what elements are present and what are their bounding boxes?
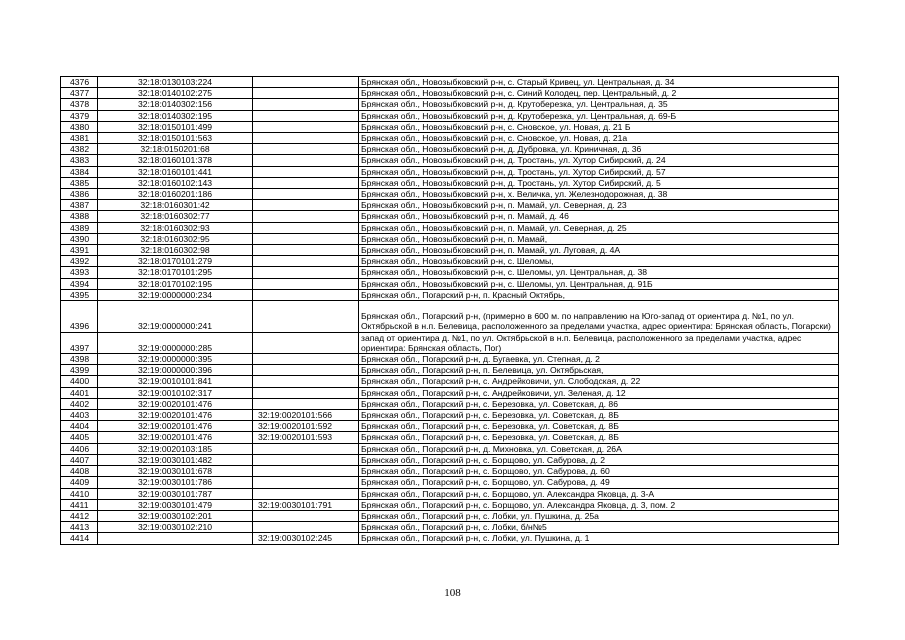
row-number-cell: 4392 bbox=[61, 256, 98, 267]
cadastral-number-cell: 32:19:0000000:234 bbox=[98, 289, 253, 300]
related-cadastral-number-cell: 32:19:0020101:566 bbox=[253, 410, 359, 421]
cadastral-number-cell: 32:19:0000000:285 bbox=[98, 332, 253, 353]
related-cadastral-number-cell bbox=[253, 332, 359, 353]
related-cadastral-number-cell bbox=[253, 177, 359, 188]
table-row bbox=[61, 77, 839, 88]
page-number: 108 bbox=[444, 587, 461, 599]
address-cell: Брянская обл., Новозыбковский р-н, с. Сновское, ул. Новая, д. 21 Б bbox=[359, 121, 839, 132]
related-cadastral-number-cell bbox=[253, 166, 359, 177]
related-cadastral-number-cell bbox=[253, 155, 359, 166]
cadastral-number-cell bbox=[98, 533, 253, 544]
table-row bbox=[61, 233, 839, 244]
related-cadastral-number-cell: 32:19:0020101:593 bbox=[253, 432, 359, 443]
address-cell: Брянская обл., Новозыбковский р-н, п. Мамай, bbox=[359, 233, 839, 244]
related-cadastral-number-cell bbox=[253, 99, 359, 110]
row-number-cell: 4400 bbox=[61, 376, 98, 387]
cadastral-number-cell: 32:19:0030102:201 bbox=[98, 510, 253, 521]
cadastral-number-cell: 32:18:0160201:186 bbox=[98, 189, 253, 200]
related-cadastral-number-cell bbox=[253, 77, 359, 88]
row-number-cell: 4409 bbox=[61, 477, 98, 488]
row-number-cell: 4405 bbox=[61, 432, 98, 443]
row-number-cell: 4381 bbox=[61, 133, 98, 144]
related-cadastral-number-cell bbox=[253, 278, 359, 289]
address-cell: Брянская обл., Погарский р-н, с. Березовка, ул. Советская, д. 8Б bbox=[359, 410, 839, 421]
address-cell: Брянская обл., Новозыбковский р-н, д. Тростань, ул. Хутор Сибирский, д. 24 bbox=[359, 155, 839, 166]
table-row bbox=[61, 121, 839, 132]
row-number-cell: 4404 bbox=[61, 421, 98, 432]
address-cell: Брянская обл., Новозыбковский р-н, х. Величка, ул. Железнодорожная, д. 38 bbox=[359, 189, 839, 200]
cadastral-number-cell: 32:19:0020101:476 bbox=[98, 421, 253, 432]
row-number-cell: 4379 bbox=[61, 110, 98, 121]
row-number-cell: 4389 bbox=[61, 222, 98, 233]
row-number-cell: 4384 bbox=[61, 166, 98, 177]
row-number-cell: 4386 bbox=[61, 189, 98, 200]
related-cadastral-number-cell bbox=[253, 477, 359, 488]
address-cell: Брянская обл., Новозыбковский р-н, д. Дубровка, ул. Криничная, д. 36 bbox=[359, 144, 839, 155]
table-row bbox=[61, 410, 839, 421]
address-cell: запад от ориентира д. №1, по ул. Октябрьской в н.п. Белевица, расположенного за пределами участка, адрес ориентира: Брянская область, Пог) bbox=[359, 332, 839, 353]
address-cell: Брянская обл., Погарский р-н, с. Андрейковичи, ул. Слободская, д. 22 bbox=[359, 376, 839, 387]
related-cadastral-number-cell bbox=[253, 233, 359, 244]
cadastral-number-cell: 32:19:0030101:482 bbox=[98, 454, 253, 465]
address-cell: Брянская обл., Погарский р-н, с. Борщово, ул. Сабурова, д. 49 bbox=[359, 477, 839, 488]
related-cadastral-number-cell bbox=[253, 365, 359, 376]
table-row bbox=[61, 522, 839, 533]
row-number-cell: 4398 bbox=[61, 354, 98, 365]
table-row bbox=[61, 301, 839, 333]
row-number-cell: 4402 bbox=[61, 398, 98, 409]
table-row bbox=[61, 421, 839, 432]
cadastral-number-cell: 32:18:0160101:378 bbox=[98, 155, 253, 166]
table-row bbox=[61, 99, 839, 110]
related-cadastral-number-cell: 32:19:0030101:791 bbox=[253, 499, 359, 510]
address-cell: Брянская обл., Новозыбковский р-н, д. Крутоберезка, ул. Центральная, д. 35 bbox=[359, 99, 839, 110]
cadastral-number-cell: 32:19:0030101:678 bbox=[98, 466, 253, 477]
cadastral-number-cell: 32:19:0000000:395 bbox=[98, 354, 253, 365]
related-cadastral-number-cell bbox=[253, 256, 359, 267]
row-number-cell: 4380 bbox=[61, 121, 98, 132]
row-number-cell: 4388 bbox=[61, 211, 98, 222]
related-cadastral-number-cell bbox=[253, 443, 359, 454]
table-row bbox=[61, 488, 839, 499]
address-cell: Брянская обл., Новозыбковский р-н, с. Шеломы, ул. Центральная, д. 38 bbox=[359, 267, 839, 278]
table-row bbox=[61, 133, 839, 144]
address-cell: Брянская обл., Погарский р-н, п. Белевица, ул. Октябрьская, bbox=[359, 365, 839, 376]
related-cadastral-number-cell bbox=[253, 522, 359, 533]
related-cadastral-number-cell bbox=[253, 211, 359, 222]
address-cell: Брянская обл., Погарский р-н, с. Лобки, ул. Пушкина, д. 25а bbox=[359, 510, 839, 521]
related-cadastral-number-cell: 32:19:0030102:245 bbox=[253, 533, 359, 544]
row-number-cell: 4414 bbox=[61, 533, 98, 544]
table-row bbox=[61, 432, 839, 443]
table-row bbox=[61, 211, 839, 222]
related-cadastral-number-cell bbox=[253, 200, 359, 211]
table-row bbox=[61, 166, 839, 177]
row-number-cell: 4401 bbox=[61, 387, 98, 398]
cadastral-number-cell: 32:18:0150101:563 bbox=[98, 133, 253, 144]
table-row bbox=[61, 398, 839, 409]
address-cell: Брянская обл., Новозыбковский р-н, д. Тростань, ул. Хутор Сибирский, д. 57 bbox=[359, 166, 839, 177]
address-cell: Брянская обл., Погарский р-н, с. Борщово, ул. Сабурова, д. 60 bbox=[359, 466, 839, 477]
address-cell: Брянская обл., Новозыбковский р-н, д. Крутоберезка, ул. Центральная, д. 69-Б bbox=[359, 110, 839, 121]
table-row bbox=[61, 88, 839, 99]
row-number-cell: 4406 bbox=[61, 443, 98, 454]
table-row bbox=[61, 200, 839, 211]
related-cadastral-number-cell bbox=[253, 289, 359, 300]
cadastral-number-cell: 32:19:0020101:476 bbox=[98, 432, 253, 443]
address-cell: Брянская обл., Новозыбковский р-н, с. Синий Колодец, пер. Центральный, д. 2 bbox=[359, 88, 839, 99]
table-row bbox=[61, 387, 839, 398]
cadastral-number-cell: 32:18:0140302:195 bbox=[98, 110, 253, 121]
address-cell: Брянская обл., Погарский р-н, с. Борщово, ул. Сабурова, д. 2 bbox=[359, 454, 839, 465]
cadastral-number-cell: 32:18:0160302:95 bbox=[98, 233, 253, 244]
table-row bbox=[61, 332, 839, 353]
row-number-cell: 4394 bbox=[61, 278, 98, 289]
cadastral-number-cell: 32:18:0160101:441 bbox=[98, 166, 253, 177]
table-row bbox=[61, 267, 839, 278]
related-cadastral-number-cell bbox=[253, 354, 359, 365]
address-cell: Брянская обл., Новозыбковский р-н, с. Старый Кривец, ул. Центральная, д. 34 bbox=[359, 77, 839, 88]
row-number-cell: 4403 bbox=[61, 410, 98, 421]
related-cadastral-number-cell bbox=[253, 88, 359, 99]
cadastral-number-cell: 32:18:0130103:224 bbox=[98, 77, 253, 88]
row-number-cell: 4396 bbox=[61, 301, 98, 333]
table-row bbox=[61, 533, 839, 544]
address-cell: Брянская обл., Погарский р-н, п. Красный Октябрь, bbox=[359, 289, 839, 300]
cadastral-number-cell: 32:18:0160301:42 bbox=[98, 200, 253, 211]
related-cadastral-number-cell bbox=[253, 133, 359, 144]
cadastral-number-cell: 32:18:0160302:93 bbox=[98, 222, 253, 233]
address-cell: Брянская обл., Погарский р-н, с. Лобки, б/н№5 bbox=[359, 522, 839, 533]
table-row bbox=[61, 466, 839, 477]
address-cell: Брянская обл., Новозыбковский р-н, п. Мамай, ул. Луговая, д. 4А bbox=[359, 245, 839, 256]
cadastral-number-cell: 32:19:0000000:241 bbox=[98, 301, 253, 333]
row-number-cell: 4390 bbox=[61, 233, 98, 244]
row-number-cell: 4412 bbox=[61, 510, 98, 521]
row-number-cell: 4393 bbox=[61, 267, 98, 278]
cadastral-number-cell: 32:19:0000000:396 bbox=[98, 365, 253, 376]
row-number-cell: 4382 bbox=[61, 144, 98, 155]
address-cell: Брянская обл., Новозыбковский р-н, п. Мамай, ул. Северная, д. 23 bbox=[359, 200, 839, 211]
address-cell: Брянская обл., Погарский р-н, с. Андрейковичи, ул. Зеленая, д. 12 bbox=[359, 387, 839, 398]
table-row bbox=[61, 144, 839, 155]
cadastral-number-cell: 32:18:0160102:143 bbox=[98, 177, 253, 188]
related-cadastral-number-cell bbox=[253, 301, 359, 333]
table-row bbox=[61, 477, 839, 488]
cadastral-number-cell: 32:19:0010102:317 bbox=[98, 387, 253, 398]
related-cadastral-number-cell bbox=[253, 488, 359, 499]
cadastral-number-cell: 32:19:0030101:479 bbox=[98, 499, 253, 510]
related-cadastral-number-cell bbox=[253, 454, 359, 465]
table-row bbox=[61, 510, 839, 521]
related-cadastral-number-cell bbox=[253, 189, 359, 200]
related-cadastral-number-cell bbox=[253, 510, 359, 521]
row-number-cell: 4407 bbox=[61, 454, 98, 465]
address-cell: Брянская обл., Новозыбковский р-н, п. Мамай, д. 46 bbox=[359, 211, 839, 222]
table-row bbox=[61, 443, 839, 454]
cadastral-number-cell: 32:18:0160302:77 bbox=[98, 211, 253, 222]
property-register-table bbox=[60, 76, 839, 545]
related-cadastral-number-cell bbox=[253, 376, 359, 387]
related-cadastral-number-cell bbox=[253, 267, 359, 278]
address-cell: Брянская обл., Новозыбковский р-н, с. Шеломы, ул. Центральная, д. 91Б bbox=[359, 278, 839, 289]
cadastral-number-cell: 32:18:0150101:499 bbox=[98, 121, 253, 132]
row-number-cell: 4413 bbox=[61, 522, 98, 533]
related-cadastral-number-cell bbox=[253, 466, 359, 477]
table-row bbox=[61, 155, 839, 166]
table-row bbox=[61, 354, 839, 365]
row-number-cell: 4411 bbox=[61, 499, 98, 510]
address-cell: Брянская обл., Погарский р-н, с. Березовка, ул. Советская, д. 86 bbox=[359, 398, 839, 409]
row-number-cell: 4397 bbox=[61, 332, 98, 353]
row-number-cell: 4385 bbox=[61, 177, 98, 188]
row-number-cell: 4399 bbox=[61, 365, 98, 376]
cadastral-number-cell: 32:19:0030101:787 bbox=[98, 488, 253, 499]
address-cell: Брянская обл., Новозыбковский р-н, с. Сновское, ул. Новая, д. 21а bbox=[359, 133, 839, 144]
address-cell: Брянская обл., Погарский р-н, с. Лобки, ул. Пушкина, д. 1 bbox=[359, 533, 839, 544]
table-row bbox=[61, 365, 839, 376]
table-row bbox=[61, 454, 839, 465]
cadastral-number-cell: 32:18:0170101:295 bbox=[98, 267, 253, 278]
row-number-cell: 4377 bbox=[61, 88, 98, 99]
address-cell: Брянская обл., Погарский р-н, с. Борщово, ул. Александра Яковца, д. 3, пом. 2 bbox=[359, 499, 839, 510]
row-number-cell: 4387 bbox=[61, 200, 98, 211]
address-cell: Брянская обл., Погарский р-н, с. Березовка, ул. Советская, д. 8Б bbox=[359, 421, 839, 432]
address-cell: Брянская обл., Новозыбковский р-н, п. Мамай, ул. Северная, д. 25 bbox=[359, 222, 839, 233]
table-row bbox=[61, 256, 839, 267]
table-row bbox=[61, 278, 839, 289]
related-cadastral-number-cell bbox=[253, 144, 359, 155]
address-cell: Брянская обл., Погарский р-н, с. Борщово, ул. Александра Яковца, д. 3-А bbox=[359, 488, 839, 499]
row-number-cell: 4410 bbox=[61, 488, 98, 499]
cadastral-number-cell: 32:19:0020101:476 bbox=[98, 398, 253, 409]
related-cadastral-number-cell: 32:19:0020101:592 bbox=[253, 421, 359, 432]
related-cadastral-number-cell bbox=[253, 387, 359, 398]
cadastral-number-cell: 32:18:0160302:98 bbox=[98, 245, 253, 256]
address-cell: Брянская обл., Погарский р-н, д. Бугаевка, ул. Степная, д. 2 bbox=[359, 354, 839, 365]
address-cell: Брянская обл., Новозыбковский р-н, с. Шеломы, bbox=[359, 256, 839, 267]
cadastral-number-cell: 32:18:0170102:195 bbox=[98, 278, 253, 289]
related-cadastral-number-cell bbox=[253, 222, 359, 233]
cadastral-number-cell: 32:18:0140302:156 bbox=[98, 99, 253, 110]
table-row bbox=[61, 376, 839, 387]
table-row bbox=[61, 245, 839, 256]
row-number-cell: 4383 bbox=[61, 155, 98, 166]
related-cadastral-number-cell bbox=[253, 110, 359, 121]
address-cell: Брянская обл., Новозыбковский р-н, д. Тростань, ул. Хутор Сибирский, д. 5 bbox=[359, 177, 839, 188]
table-row bbox=[61, 289, 839, 300]
table-body bbox=[61, 77, 839, 545]
cadastral-number-cell: 32:19:0010101:841 bbox=[98, 376, 253, 387]
table-row bbox=[61, 177, 839, 188]
related-cadastral-number-cell bbox=[253, 121, 359, 132]
row-number-cell: 4378 bbox=[61, 99, 98, 110]
cadastral-number-cell: 32:19:0030101:786 bbox=[98, 477, 253, 488]
address-cell: Брянская обл., Погарский р-н, с. Березовка, ул. Советская, д. 8Б bbox=[359, 432, 839, 443]
table-row bbox=[61, 222, 839, 233]
cadastral-number-cell: 32:19:0020101:476 bbox=[98, 410, 253, 421]
table-row bbox=[61, 189, 839, 200]
related-cadastral-number-cell bbox=[253, 245, 359, 256]
table-row bbox=[61, 110, 839, 121]
row-number-cell: 4395 bbox=[61, 289, 98, 300]
related-cadastral-number-cell bbox=[253, 398, 359, 409]
row-number-cell: 4391 bbox=[61, 245, 98, 256]
cadastral-number-cell: 32:19:0020103:185 bbox=[98, 443, 253, 454]
cadastral-number-cell: 32:18:0150201:68 bbox=[98, 144, 253, 155]
cadastral-number-cell: 32:18:0140102:275 bbox=[98, 88, 253, 99]
address-cell: Брянская обл., Погарский р-н, д. Михновка, ул. Советская, д. 26А bbox=[359, 443, 839, 454]
table-row bbox=[61, 499, 839, 510]
address-cell: Брянская обл., Погарский р-н, (примерно в 600 м. по направлению на Юго-запад от ориентира д. №1, по ул. Октябрьской в н.п. Белевица, расположенного за пределами участка, адрес ориентира: Брянская область, Погарски) bbox=[359, 301, 839, 333]
row-number-cell: 4408 bbox=[61, 466, 98, 477]
cadastral-number-cell: 32:18:0170101:279 bbox=[98, 256, 253, 267]
row-number-cell: 4376 bbox=[61, 77, 98, 88]
cadastral-number-cell: 32:19:0030102:210 bbox=[98, 522, 253, 533]
